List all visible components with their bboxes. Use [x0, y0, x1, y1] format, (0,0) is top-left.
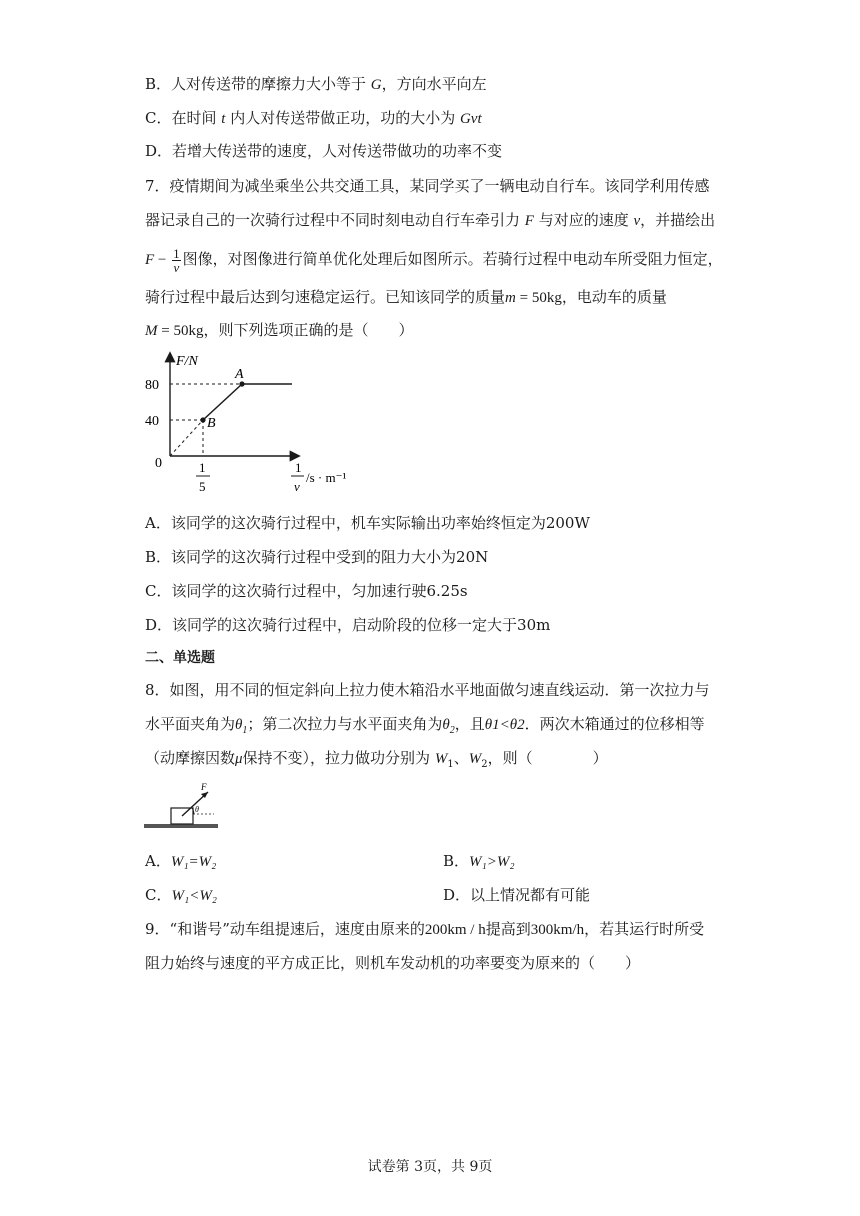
q8-stem-line3: （动摩擦因数μ保持不变），拉力做功分别为 $W_1$、$W_2$，则（ ） — [145, 749, 608, 770]
one-over-v-fraction: $\frac{1}{v}$ — [173, 245, 180, 275]
y-tick-40: 40 — [145, 414, 159, 429]
q7-option-b: B．该同学的这次骑行过程中受到的阻力大小为20N — [145, 548, 489, 566]
y-axis-label: F/N — [176, 354, 198, 369]
q7-stem-line5: M = 50kg，则下列选项正确的是（ ） — [145, 321, 414, 339]
point-a — [239, 381, 244, 386]
graph-slope-segment — [203, 384, 242, 420]
q7-option-d: D．该同学的这次骑行过程中，启动阶段的位移一定大于30m — [145, 616, 551, 634]
x-axis-numerator: 1 — [295, 460, 302, 475]
q8-stem-line2: 水平面夹角为$\theta_1$；第二次拉力与水平面夹角为$\theta_2$，且θ1<θ2．两次木箱通过的位移相等 — [145, 715, 705, 736]
section-title: 二、单选题 — [145, 650, 215, 666]
box-pull-figure — [144, 780, 224, 832]
q7-option-c: C．该同学的这次骑行过程中，匀加速行驶6.25s — [145, 582, 468, 600]
q7-stem-line4: 骑行过程中最后达到匀速稳定运行。已知该同学的质量m = 50kg，电动车的质量 — [145, 288, 667, 306]
q9-stem-line2: 阻力始终与速度的平方成正比，则机车发动机的功率要变为原来的（ ） — [145, 954, 641, 972]
q8-stem-line1: 8．如图，用不同的恒定斜向上拉力使木箱沿水平地面做匀速直线运动．第一次拉力与 — [145, 681, 710, 699]
q7-stem-line1: 7．疫情期间为减坐乘坐公共交通工具，某同学买了一辆电动自行车。该同学利用传感 — [145, 177, 710, 195]
y-tick-80: 80 — [145, 378, 159, 393]
q9-stem-line1: 9．“和谐号”动车组提速后，速度由原来的200km / h提高到300km/h，若其运行时所受 — [145, 920, 705, 938]
q7-stem-line3: F − $\frac{1}{v}$ 图像，对图像进行简单优化处理后如图所示。若骑行过程中电动车所受阻力恒定， — [145, 245, 723, 275]
angle-label: θ — [195, 805, 199, 814]
force-label: F — [201, 782, 207, 792]
q8-option-d: D．以上情况都有可能 — [443, 886, 591, 904]
q6-option-b: B．人对传送带的摩擦力大小等于 G，方向水平向左 — [145, 75, 487, 93]
q7-stem-line2: 器记录自己的一次骑行过程中不同时刻电动自行车牵引力 F 与对应的速度 v，并描绘出 — [145, 211, 716, 229]
q6-option-c: C．在时间 t 内人对传送带做正功，功的大小为 Gvt — [145, 109, 482, 127]
q8-option-a: A．W₁=W₂ — [145, 852, 217, 870]
origin-label: 0 — [155, 456, 162, 471]
point-b-label: B — [207, 416, 216, 431]
point-a-label: A — [235, 367, 244, 382]
q6-option-d: D．若增大传送带的速度，人对传送带做功的功率不变 — [145, 142, 503, 160]
x-tick-denominator: 5 — [199, 479, 206, 494]
x-axis-denominator: v — [294, 479, 300, 494]
q8-option-b: B．W₁>W₂ — [443, 852, 515, 870]
x-tick-numerator: 1 — [199, 460, 206, 475]
point-b — [200, 417, 205, 422]
page-footer: 试卷第 3页，共 9页 — [367, 1159, 493, 1175]
x-axis-unit: /s · m⁻¹ — [306, 470, 347, 485]
q7-option-a: A．该同学的这次骑行过程中，机车实际输出功率始终恒定为200W — [145, 514, 590, 532]
q8-option-c: C．W₁<W₂ — [145, 886, 218, 904]
f-vs-inverse-v-graph — [140, 348, 380, 503]
